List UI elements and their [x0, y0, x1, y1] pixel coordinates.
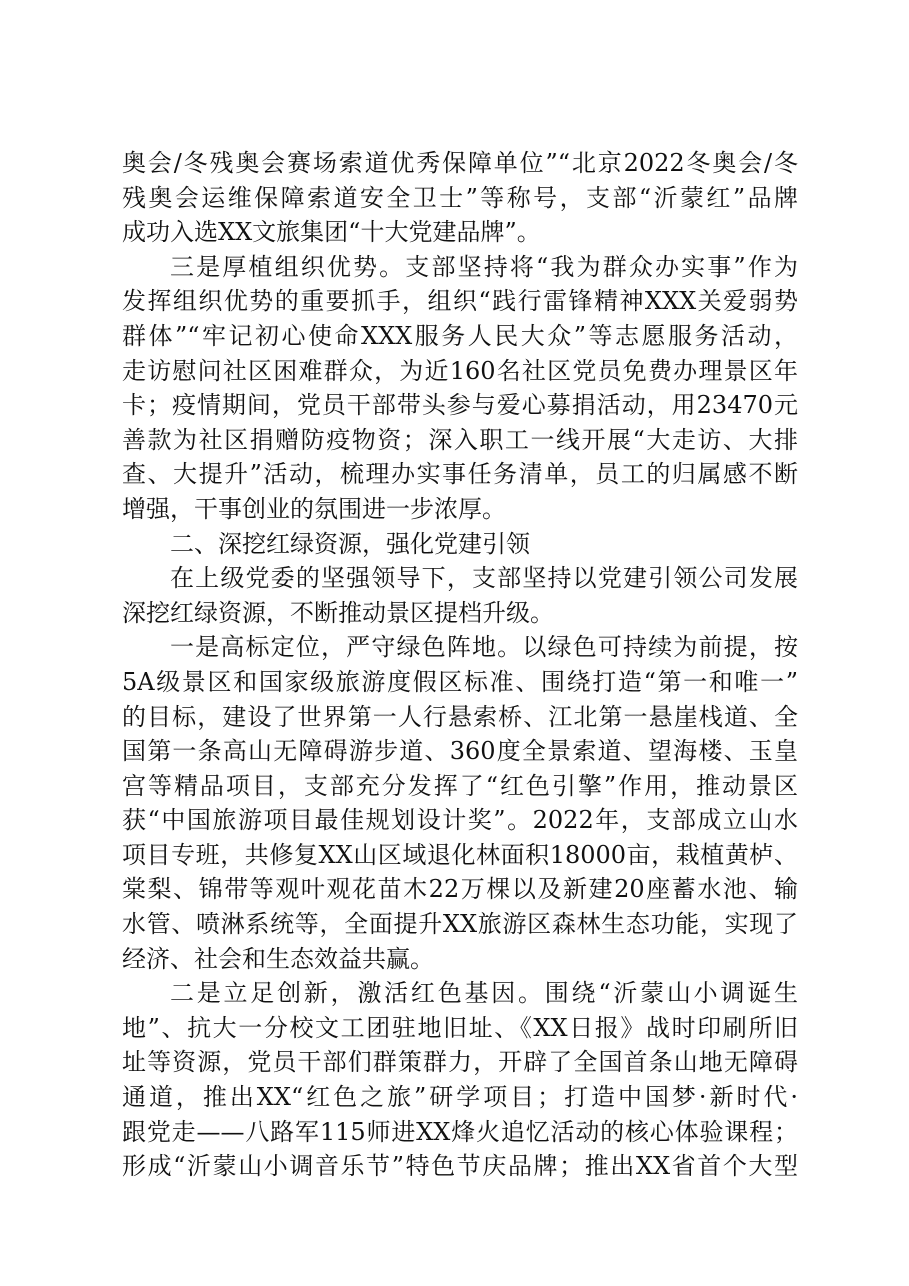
text-line: 国第一条高山无障碍游步道、360度全景索道、望海楼、玉皇	[122, 737, 798, 766]
text-line: 发挥组织优势的重要抓手，组织“践行雷锋精神XXX关爱弱势	[122, 287, 798, 316]
text-line: 善款为社区捐赠防疫物资；深入职工一线开展“大走访、大排	[122, 425, 798, 454]
text-line: 地”、抗大一分校文工团驻地旧址、《XX日报》战时印刷所旧	[122, 1013, 798, 1042]
text-line: 水管、喷淋系统等，全面提升XX旅游区森林生态功能，实现了	[122, 910, 798, 939]
text-line: 在上级党委的坚强领导下，支部坚持以党建引领公司发展	[170, 564, 798, 593]
text-line: 查、大提升”活动，梳理办实事任务清单，员工的归属感不断	[122, 460, 798, 489]
text-line: 经济、社会和生态效益共赢。	[122, 944, 434, 973]
text-line: 址等资源，党员干部们群策群力，开辟了全国首条山地无障碍	[122, 1048, 798, 1077]
document-body-text	[122, 146, 798, 1184]
text-line: 群体”“牢记初心使命XXX服务人民大众”等志愿服务活动，	[122, 321, 798, 350]
text-line: 通道，推出XX“红色之旅”研学项目；打造中国梦·新时代·	[122, 1083, 798, 1112]
text-line: 的目标，建设了世界第一人行悬索桥、江北第一悬崖栈道、全	[122, 702, 798, 731]
text-line: 走访慰问社区困难群众，为近160名社区党员免费办理景区年	[122, 356, 798, 385]
text-line: 5A级景区和国家级旅游度假区标准、围绕打造“第一和唯一”	[122, 667, 798, 696]
text-line: 形成“沂蒙山小调音乐节”特色节庆品牌；推出XX省首个大型	[122, 1152, 798, 1181]
text-line: 二、深挖红绿资源，强化党建引领	[170, 529, 530, 558]
text-line: 深挖红绿资源，不断推动景区提档升级。	[122, 598, 554, 627]
text-line: 宫等精品项目，支部充分发挥了“红色引擎”作用，推动景区	[122, 771, 798, 800]
text-line: 卡；疫情期间，党员干部带头参与爱心募捐活动，用23470元	[122, 391, 798, 420]
text-line: 一是高标定位，严守绿色阵地。以绿色可持续为前提，按	[170, 633, 798, 662]
text-line: 增强，干事创业的氛围进一步浓厚。	[122, 494, 506, 523]
text-line: 三是厚植组织优势。支部坚持将“我为群众办实事”作为	[170, 252, 798, 281]
text-line: 棠梨、锦带等观叶观花苗木22万棵以及新建20座蓄水池、输	[122, 875, 798, 904]
text-line: 获“中国旅游项目最佳规划设计奖”。2022年，支部成立山水	[122, 806, 798, 835]
text-line: 残奥会运维保障索道安全卫士”等称号，支部“沂蒙红”品牌	[122, 183, 798, 212]
text-line: 二是立足创新，激活红色基因。围绕“沂蒙山小调诞生	[170, 979, 798, 1008]
text-line: 成功入选XX文旅集团“十大党建品牌”。	[122, 218, 541, 247]
text-line: 奥会/冬残奥会赛场索道优秀保障单位”“北京2022冬奥会/冬	[122, 149, 798, 177]
text-line: 跟党走——八路军115师进XX烽火追忆活动的核心体验课程；	[122, 1117, 798, 1146]
text-line: 项目专班，共修复XX山区域退化林面积18000亩，栽植黄栌、	[122, 840, 798, 869]
